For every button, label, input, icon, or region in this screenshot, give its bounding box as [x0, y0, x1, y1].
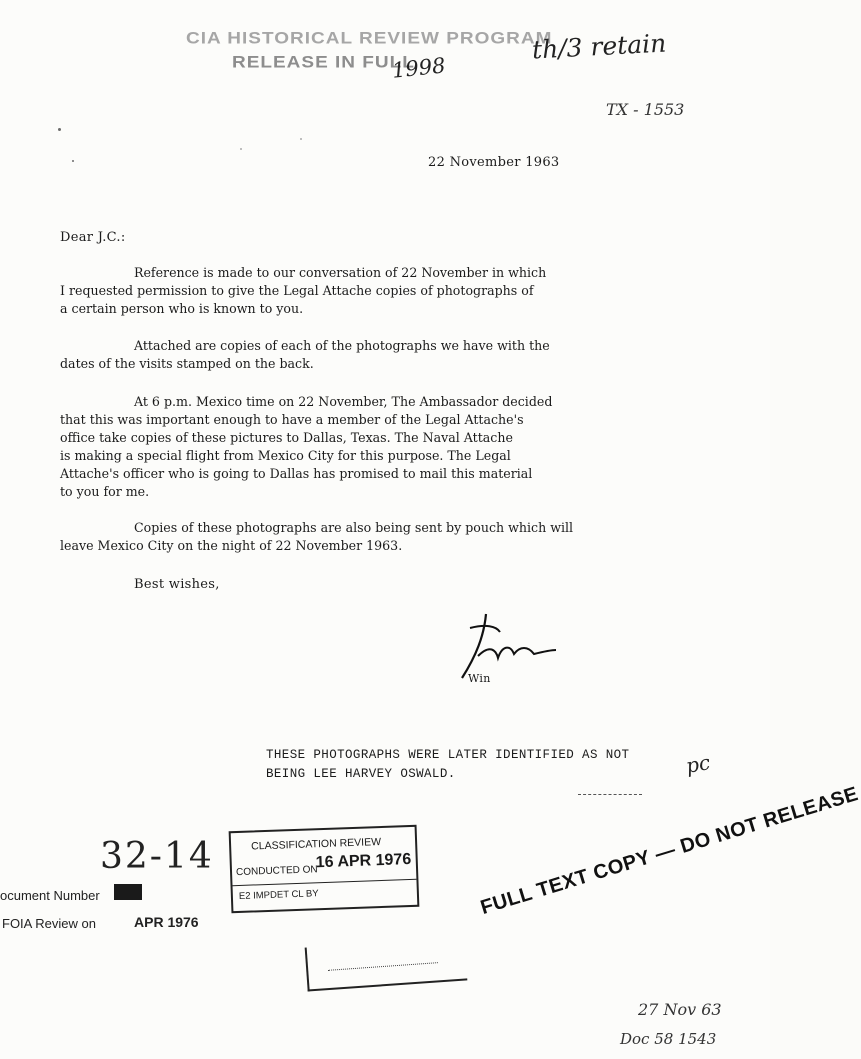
paragraph-line: office take copies of these pictures to Dallas, Texas. The Naval Attache: [60, 430, 513, 445]
release-in-full-stamp: RELEASE IN FULL: [232, 53, 415, 72]
paragraph-1: [60, 264, 680, 318]
foia-label: FOIA Review on: [2, 916, 96, 931]
exempt-line: E2 IMPDET CL BY: [238, 888, 319, 902]
paragraph-line: dates of the visits stamped on the back.: [60, 356, 314, 371]
document-number-label: ocument Number: [0, 888, 100, 903]
conducted-on-label: CONDUCTED ON: [235, 864, 318, 879]
bracket-stamp: [305, 936, 468, 991]
paragraph-line: At 6 p.m. Mexico time on 22 November, The Ambassador decided: [134, 394, 553, 409]
retain-annotation: th/3 retain: [531, 28, 667, 65]
footer-code: Doc 58 1543: [620, 1030, 717, 1048]
note-line-1: THESE PHOTOGRAPHS WERE LATER IDENTIFIED AS NOT: [266, 748, 630, 762]
conducted-date: 16 APR 1976: [315, 850, 412, 872]
paragraph-line: to you for me.: [60, 484, 150, 499]
paragraph-line: Copies of these photographs are also being sent by pouch which will: [134, 520, 574, 535]
paragraph-line: Reference is made to our conversation of 22 November in which: [134, 265, 547, 280]
scan-speck: [58, 128, 61, 131]
closing: Best wishes,: [134, 577, 220, 592]
full-text-copy-stamp: FULL TEXT COPY — DO NOT RELEASE: [478, 782, 861, 920]
note-line-2: BEING LEE HARVEY OSWALD.: [266, 767, 456, 781]
note-initials: pc: [684, 750, 712, 778]
redaction-block: [114, 884, 142, 900]
tx-number: TX - 1553: [606, 100, 685, 119]
paragraph-line: a certain person who is known to you.: [60, 301, 304, 316]
footer-date: 27 Nov 63: [638, 1000, 722, 1019]
salutation: Dear J.C.:: [60, 230, 126, 245]
historical-review-stamp: CIA HISTORICAL REVIEW PROGRAM: [186, 29, 553, 48]
paragraph-line: that this was important enough to have a member of the Legal Attache's: [60, 412, 524, 427]
classification-review-title: CLASSIFICATION REVIEW: [250, 835, 382, 853]
paragraph-4: [60, 519, 680, 555]
handwritten-number: 32-14: [100, 836, 214, 877]
paragraph-3: [60, 393, 680, 501]
scribble-mark: [578, 794, 642, 796]
paragraph-line: Attached are copies of each of the photographs we have with the: [134, 338, 550, 353]
stamp-divider: [233, 879, 417, 886]
scan-speck: [240, 148, 242, 150]
paragraph-2: [60, 337, 680, 373]
paragraph-line: I requested permission to give the Legal Attache copies of photographs of: [60, 283, 534, 298]
paragraph-line: Attache's officer who is going to Dallas has promised to mail this material: [60, 466, 533, 481]
paragraph-line: leave Mexico City on the night of 22 November 1963.: [60, 538, 403, 553]
release-year: 1998: [390, 53, 447, 83]
foia-date: APR 1976: [134, 914, 199, 930]
scan-speck: [300, 138, 302, 140]
paragraph-line: is making a special flight from Mexico City for this purpose. The Legal: [60, 448, 511, 463]
classification-review-stamp: [229, 825, 420, 914]
signature-name: Win: [468, 672, 491, 685]
scan-speck: [72, 160, 74, 162]
letter-date: 22 November 1963: [428, 155, 560, 170]
